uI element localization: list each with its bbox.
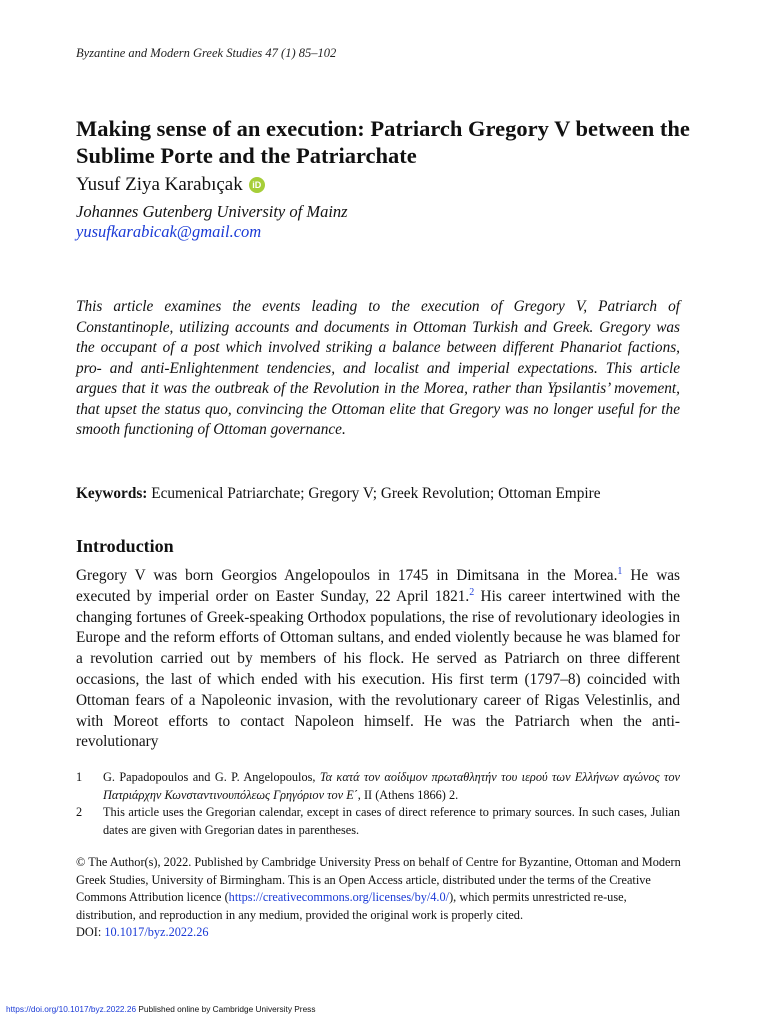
footnote-ref-2[interactable]: 2 bbox=[469, 586, 475, 598]
footnotes bbox=[76, 769, 680, 839]
section-heading-introduction: Introduction bbox=[76, 536, 174, 556]
doi-link[interactable]: 10.1017/byz.2022.26 bbox=[104, 925, 209, 940]
footnote-number: 2 bbox=[76, 805, 83, 819]
intro-text-1: Gregory V was born Georgios Angelopoulos in 1745 in Dimitsana in the Morea. bbox=[76, 567, 618, 584]
license-text-1: © The Author(s), 2022. Published by Cambridge University Press on behalf of Centre for Byzantine, Ottoman and Modern Greek Studies, University of Birmingham. This is an Open Access article, distributed under the terms of the Creative Commons Attribution licence ( bbox=[76, 855, 681, 905]
introduction-paragraph bbox=[76, 566, 680, 753]
journal-citation: Byzantine and Modern Greek Studies 47 (1) 85–102 bbox=[76, 46, 337, 60]
footnote-text-end: , II (Athens 1866) 2. bbox=[357, 787, 459, 802]
intro-text-3: His career intertwined with the changing fortunes of Greek-speaking Orthodox populations, the rise of revolutionary ideologies in Europe and the reform efforts of Ottoman sultans, and ended violently because he was blamed for a revolution carried out by members of his flock. He served as Patriarch on three different occasions, the last of which ended with his execution. His first term (1797–8) coincided with Ottoman fears of a Napoleonic invasion, with the revolutionary career of Rigas Velestinlis, and with Moreot efforts to contact Napoleon himself. He was the Patriarch when the anti-revolutionary bbox=[76, 587, 681, 751]
doi-label: DOI: bbox=[76, 925, 105, 940]
license-statement bbox=[76, 854, 686, 942]
footnote-text: This article uses the Gregorian calendar, except in cases of direct reference to primary sources. In such cases, Julian dates are given with Gregorian dates in parentheses. bbox=[103, 805, 680, 837]
article-title: Making sense of an execution: Patriarch Gregory V between the Sublime Porte and the Patriarchate bbox=[76, 116, 690, 168]
keywords-text: Ecumenical Patriarchate; Gregory V; Greek Revolution; Ottoman Empire bbox=[151, 485, 601, 502]
keywords-label: Keywords: bbox=[76, 485, 148, 502]
abstract: This article examines the events leading to the execution of Gregory V, Patriarch of Constantinople, utilizing accounts and documents in Ottoman Turkish and Greek. Gregory was the occupant of a post which involved striking a balance between different Phanariot factions, pro- and anti-Enlightenment tendencies, and localist and imperial expectations. This article argues that it was the outbreak of the Revolution in the Morea, rather than Ypsilantis’ movement, that upset the status quo, convincing the Ottoman elite that Gregory was no longer useful for the smooth functioning of Ottoman governance. bbox=[76, 298, 680, 438]
intro-text-2: He was executed by imperial order on Easter Sunday, 22 April 1821. bbox=[76, 567, 680, 605]
author-line bbox=[76, 174, 265, 196]
keywords bbox=[76, 485, 696, 503]
footer-published-text: Published online by Cambridge University Press bbox=[136, 1004, 316, 1014]
author-email-link[interactable]: yusufkarabicak@gmail.com bbox=[76, 222, 262, 241]
footer-bar bbox=[6, 1004, 315, 1014]
footnote-2 bbox=[76, 804, 680, 839]
footnote-number: 1 bbox=[76, 770, 83, 784]
footnote-1 bbox=[76, 769, 680, 804]
orcid-icon[interactable]: iD bbox=[249, 177, 265, 193]
footnote-text bbox=[103, 769, 680, 804]
footer-doi-link[interactable]: https://doi.org/10.1017/byz.2022.26 bbox=[6, 1004, 137, 1014]
footnote-ref-1[interactable]: 1 bbox=[617, 565, 623, 577]
author-affiliation: Johannes Gutenberg University of Mainz bbox=[76, 202, 348, 221]
license-link[interactable]: https://creativecommons.org/licenses/by/4.0/ bbox=[228, 890, 450, 905]
author-name: Yusuf Ziya Karabıçak bbox=[76, 174, 243, 195]
footnote-greek-title: Τα κατά τον αοίδιμον πρωταθλητήν του ιερού των Ελλήνων αγώνος τον Πατριάρχην Κωνσταντινουπόλεως Γρηγόριον τον Ε΄ bbox=[103, 770, 681, 802]
license-text-2: ), which permits unrestricted re-use, distribution, and reproduction in any medium, provided the original work is properly cited. bbox=[76, 890, 627, 922]
footnote-text-plain: G. Papadopoulos and G. P. Angelopoulos, bbox=[103, 770, 320, 784]
